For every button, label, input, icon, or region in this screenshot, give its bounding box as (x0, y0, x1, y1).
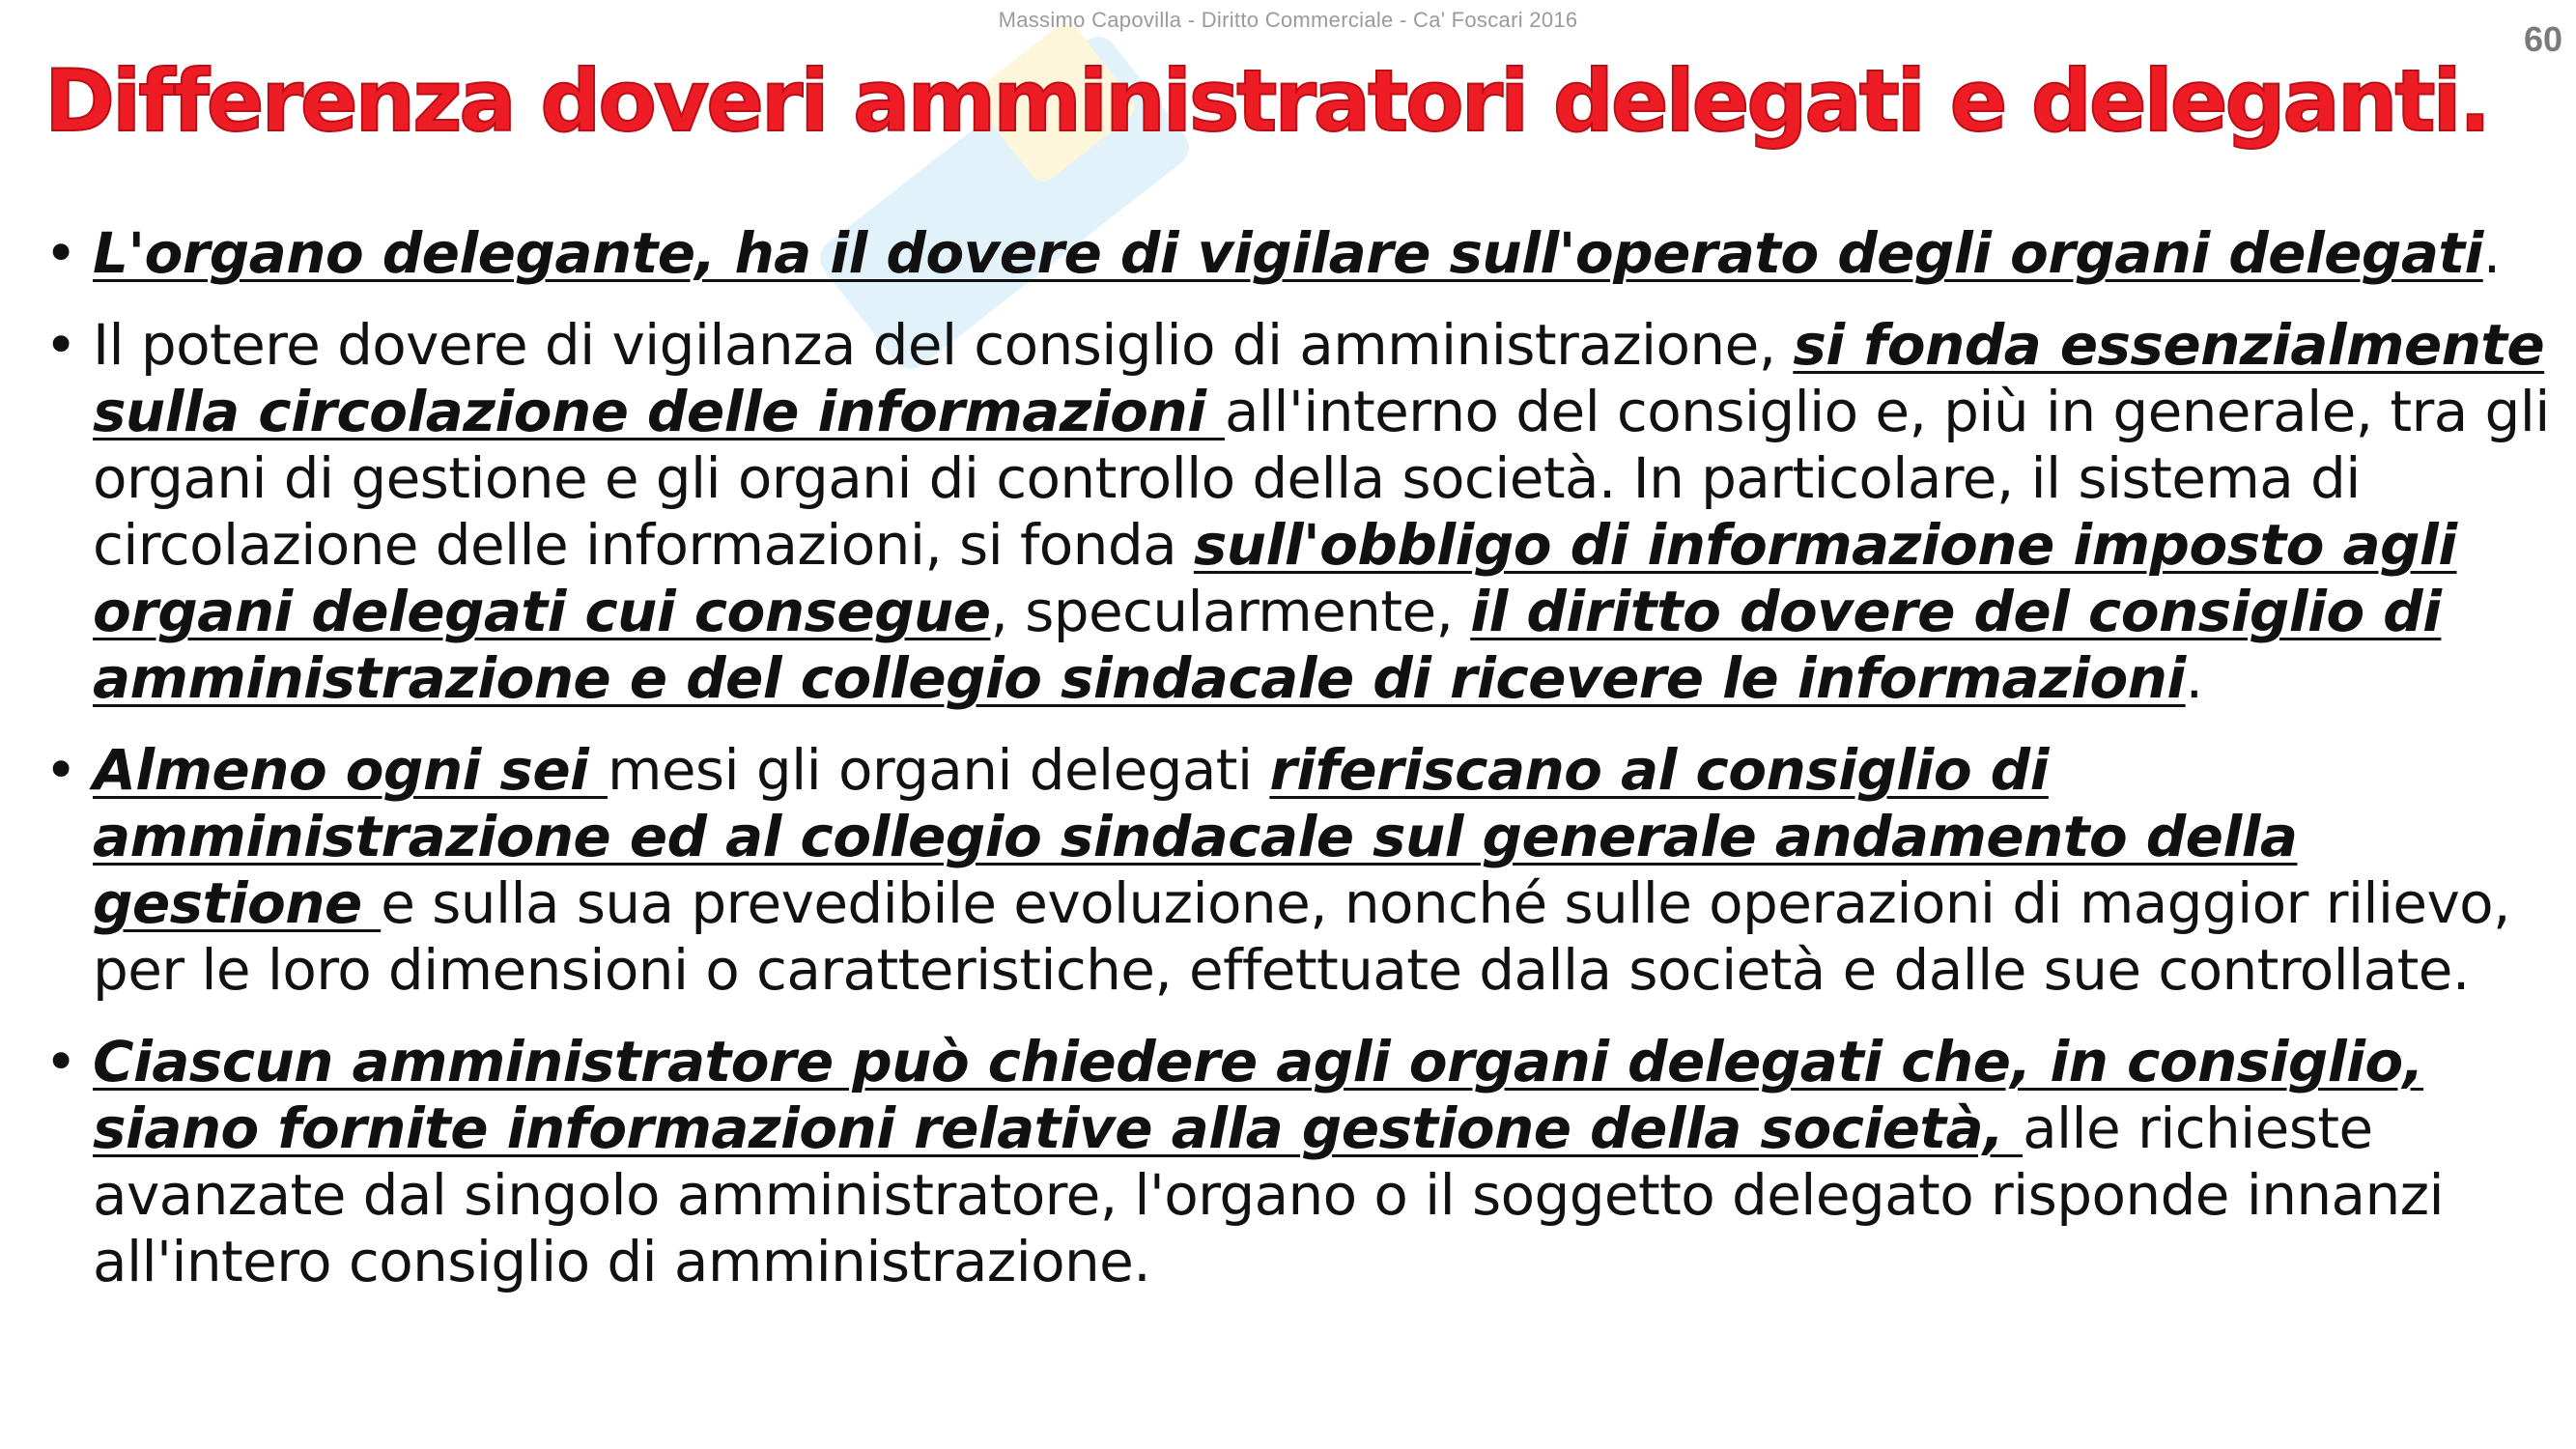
bullet-item-1 (39, 220, 2550, 287)
bullet-item-4 (39, 1029, 2550, 1295)
slide-content (39, 220, 2550, 1321)
bullet-text-1 (93, 220, 2501, 286)
bullet-3-segment-1: Almeno ogni sei (93, 737, 608, 803)
bullet-4-segment-2: alle richieste avanzate dal singolo amministratore, l'organo o il soggetto delegato risponde innanzi all'intero consiglio di amministrazione. (93, 1095, 2444, 1294)
bullet-1-segment-1: L'organo delegante, ha il dovere di vigilare sull'operato degli organi delegati (93, 220, 2483, 286)
bullet-3-segment-3: riferiscano al consiglio di amministrazione ed al collegio sindacale sul generale andamento della gestione (93, 737, 2298, 936)
bullet-4-segment-1: Ciascun amministratore può chiedere agli organi delegati che, in consiglio, siano fornite informazioni relative alla gestione della società, (93, 1029, 2424, 1161)
bullet-2-segment-1: Il potere dovere di vigilanza del consiglio di amministrazione, (93, 312, 1794, 378)
bullet-dot: • (44, 312, 77, 378)
bullet-3-segment-4: e sulla sua prevedibile evoluzione, nonché sulle operazioni di maggior rilievo, per le loro dimensioni o caratteristiche, effettuate dalla società e dalle sue controllate. (93, 870, 2510, 1003)
bullet-dot: • (44, 220, 77, 286)
bullet-dot: • (44, 1029, 77, 1094)
bullet-dot: • (44, 737, 77, 803)
bullet-item-3 (39, 737, 2550, 1004)
bullet-text-3 (93, 737, 2510, 1003)
bullet-text-2 (93, 312, 2550, 711)
bullet-3-segment-2: mesi gli organi delegati (607, 737, 1270, 803)
bullet-item-2 (39, 312, 2550, 712)
page-number: 60 (2523, 19, 2562, 59)
bullet-2-segment-5: , specularmente, (990, 579, 1471, 644)
header-note: Massimo Capovilla - Diritto Commerciale - Ca' Foscari 2016 (998, 8, 1578, 32)
bullet-2-segment-7: . (2185, 645, 2203, 711)
bullet-2-segment-3: all'interno del consiglio e, più in generale, tra gli organi di gestione e gli organi di controllo della società. In particolare, il sistema di circolazione delle informazioni, si fonda (93, 379, 2550, 578)
slide-title: Differenza doveri amministratori delegati e deleganti. (44, 51, 2489, 151)
bullet-2-segment-4: sull'obbligo di informazione imposto agli organi delegati cui consegue (93, 512, 2457, 644)
bullet-2-segment-2: si fonda essenzialmente sulla circolazione delle informazioni (93, 312, 2545, 444)
bullet-2-segment-6: il diritto dovere del consiglio di amministrazione e del collegio sindacale di ricevere le informazioni (93, 579, 2442, 711)
bullet-text-4 (93, 1029, 2444, 1294)
bullet-1-segment-2: . (2482, 220, 2501, 286)
